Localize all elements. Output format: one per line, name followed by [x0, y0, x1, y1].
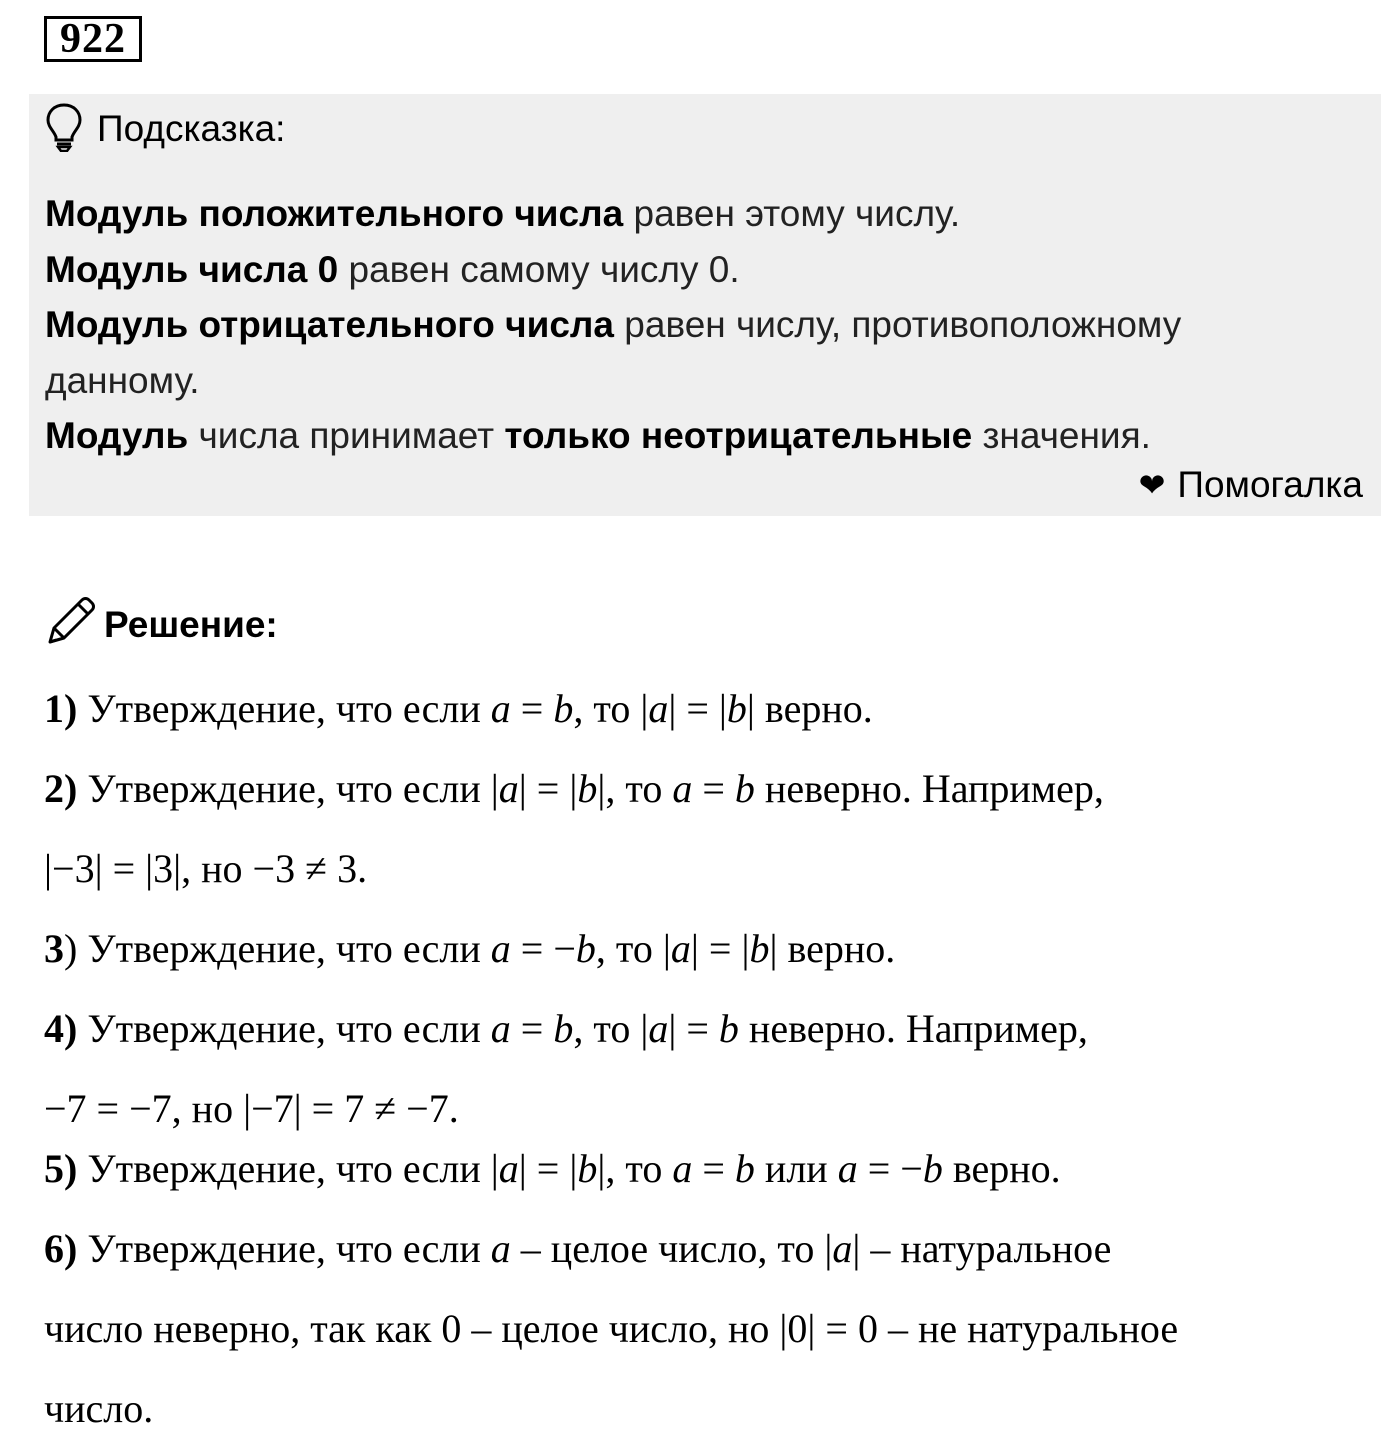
text-segment: =	[692, 766, 735, 811]
hint-line	[45, 353, 1345, 409]
text-segment: | верно.	[746, 686, 873, 731]
solution-line	[44, 766, 1104, 812]
math-variable: a	[672, 766, 693, 811]
hint-title: Подсказка:	[97, 108, 286, 149]
task-number: 922	[44, 16, 142, 62]
text-segment: | =	[668, 1006, 719, 1051]
hint-text	[45, 186, 1345, 464]
text-segment: неверно. Например,	[738, 1006, 1088, 1051]
text-segment: |, то	[597, 766, 673, 811]
bold-text: Модуль положительного числа	[45, 193, 624, 234]
math-variable: b	[734, 1146, 755, 1191]
solution-line	[44, 1006, 1088, 1052]
math-variable: b	[575, 926, 596, 971]
text-segment: данному.	[45, 359, 200, 401]
text-segment: =	[510, 686, 554, 731]
text-segment: Утверждение, что если	[77, 1226, 491, 1271]
hint-line	[45, 186, 1345, 242]
text-segment: =	[692, 1146, 735, 1191]
math-variable: b	[577, 1146, 598, 1191]
text-segment: , то |	[573, 1006, 649, 1051]
text-segment: Утверждение, что если |	[77, 1146, 499, 1191]
bold-text: 5)	[44, 1146, 78, 1191]
hint-line	[45, 297, 1345, 353]
pencil-icon	[44, 594, 98, 657]
text-segment: | = |	[518, 766, 578, 811]
text-segment: число неверно, так как 0 – целое число, но |0| = 0 – не натуральное	[44, 1306, 1179, 1351]
solution-line	[44, 1386, 153, 1432]
text-segment: = −	[510, 926, 576, 971]
math-variable: a	[832, 1226, 853, 1271]
hint-line	[45, 242, 1345, 298]
text-segment: , то |	[595, 926, 671, 971]
solution-line	[44, 1226, 1111, 1272]
bold-text: Модуль	[45, 415, 189, 456]
math-variable: a	[648, 686, 669, 731]
text-segment: −7 = −7, но |−7| = 7 ≠ −7.	[44, 1086, 459, 1131]
text-segment: верно.	[942, 1146, 1061, 1191]
text-segment: неверно. Например,	[754, 766, 1104, 811]
math-variable: a	[490, 926, 511, 971]
lightbulb-icon	[45, 102, 83, 157]
text-segment: ) Утверждение, что если	[64, 926, 491, 971]
math-variable: b	[577, 766, 598, 811]
solution-line	[44, 1146, 1061, 1192]
math-variable: b	[553, 686, 574, 731]
math-variable: a	[837, 1146, 858, 1191]
math-variable: b	[749, 926, 770, 971]
bold-text: 4)	[44, 1006, 78, 1051]
solution-line	[44, 846, 367, 892]
math-variable: b	[718, 1006, 739, 1051]
text-segment: число.	[44, 1386, 154, 1431]
text-segment: числа принимает	[188, 415, 505, 456]
text-segment: Утверждение, что если |	[77, 766, 499, 811]
hint-line	[45, 408, 1345, 464]
text-segment: = −	[857, 1146, 923, 1191]
brand-name: Помогалка	[1177, 464, 1363, 505]
hint-header	[45, 104, 285, 154]
text-segment: или	[754, 1146, 838, 1191]
math-variable: a	[648, 1006, 669, 1051]
bold-text: 1)	[44, 686, 78, 731]
solution-line	[44, 686, 873, 732]
math-variable: b	[553, 1006, 574, 1051]
solution-title: Решение:	[104, 604, 278, 645]
text-segment: – целое число, то |	[510, 1226, 833, 1271]
math-variable: a	[490, 1226, 511, 1271]
text-segment: Утверждение, что если	[77, 1006, 491, 1051]
text-segment: |−3| = |3|, но −3 ≠ 3.	[44, 846, 368, 891]
text-segment: равен числу, противоположному	[614, 304, 1182, 345]
math-variable: b	[734, 766, 755, 811]
bold-text: Модуль отрицательного числа	[45, 304, 615, 345]
math-variable: a	[670, 926, 691, 971]
bold-text: 6)	[44, 1226, 78, 1271]
text-segment: Утверждение, что если	[77, 686, 491, 731]
text-segment: значения.	[972, 415, 1151, 456]
text-segment: , то |	[573, 686, 649, 731]
math-variable: b	[922, 1146, 943, 1191]
text-segment: | = |	[668, 686, 727, 731]
hint-panel	[29, 94, 1381, 516]
heart-icon: ❤	[1138, 467, 1166, 503]
text-segment: равен самому числу 0.	[338, 248, 740, 290]
text-segment: | = |	[690, 926, 750, 971]
solution-line	[44, 1086, 459, 1132]
text-segment: равен этому числу.	[623, 193, 961, 234]
bold-text: Модуль числа 0	[45, 248, 339, 290]
math-variable: a	[672, 1146, 693, 1191]
math-variable: a	[498, 766, 519, 811]
math-variable: b	[726, 686, 747, 731]
text-segment: |, то	[597, 1146, 673, 1191]
brand-footer	[1139, 464, 1363, 506]
bold-text: 2)	[44, 766, 78, 811]
solution-line	[44, 926, 895, 972]
math-variable: a	[498, 1146, 519, 1191]
math-variable: a	[490, 1006, 511, 1051]
solution-header	[44, 598, 278, 652]
bold-text: 3	[44, 926, 64, 971]
bold-text: только неотрицательные	[504, 415, 973, 456]
text-segment: | = |	[518, 1146, 578, 1191]
text-segment: =	[510, 1006, 554, 1051]
text-segment: | верно.	[769, 926, 896, 971]
math-variable: a	[490, 686, 511, 731]
solution-line	[44, 1306, 1178, 1352]
text-segment: | – натуральное	[852, 1226, 1112, 1271]
